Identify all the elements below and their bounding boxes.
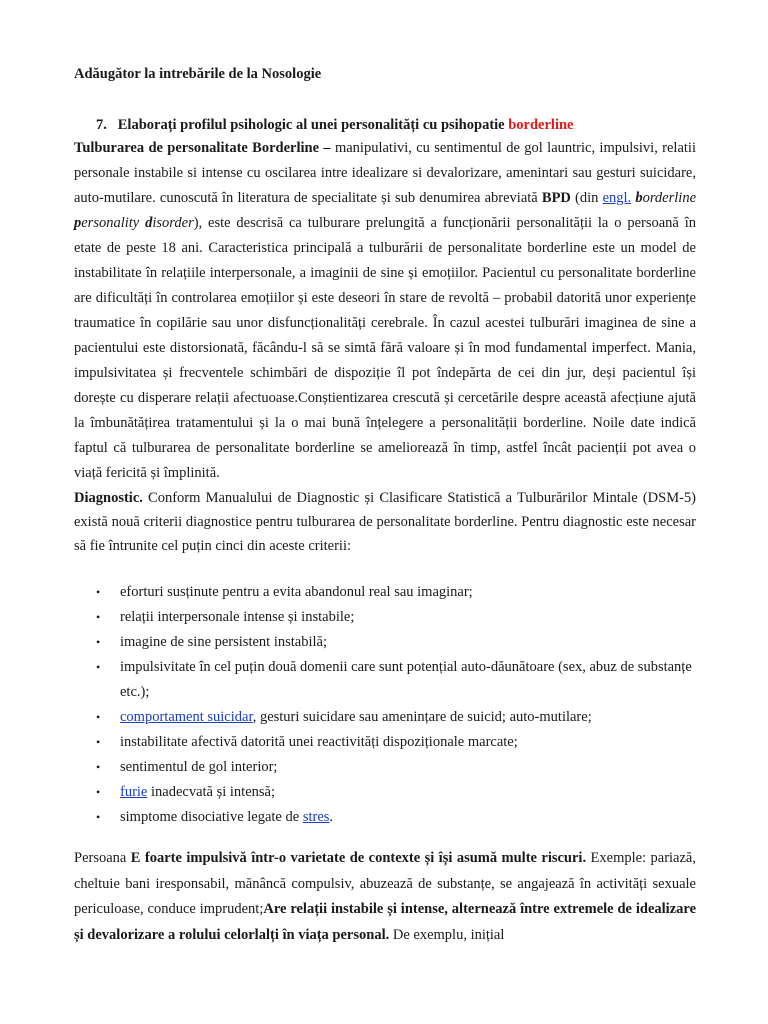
criterion-text: . (329, 809, 334, 825)
behavior-text-2: Exemple: pariază, cheltuie bani iresponsabil, mănâncă compulsiv, abuzează de substanțe, se angajează în activități sexuale periculoase, conduce imprudent; (74, 850, 696, 917)
intro-text-1: manipulativi, cu sentimentul de gol launtric, impulsivi, relatii personale instabile si intense cu oscilarea intre idealizare si devalorizare, amenintari sau gesturi suicidare, auto-mutilare. cunoscută în literatura de specialitate și sub denumirea abreviată (74, 140, 696, 206)
criterion-text: , gesturi suicidare sau amenințare de suicid; auto-mutilare; (252, 709, 592, 725)
question-7 (74, 114, 696, 136)
criteria-list (74, 580, 696, 830)
criterion-text: impulsivitate în cel puțin două domenii care sunt potențial auto-dăunătoare (sex, abuz de substanțe etc.); (120, 659, 692, 700)
list-item (74, 605, 696, 630)
criterion-text: imagine de sine persistent instabilă; (120, 634, 327, 650)
en-t3: isorder (152, 215, 194, 231)
stress-link[interactable]: stres (302, 809, 330, 825)
en-b3: d (145, 215, 153, 231)
criterion-text: relații interpersonale intense și instabile; (120, 609, 355, 625)
behavior-text-1: Persoana (74, 850, 131, 866)
bpd-abbr: BPD (541, 190, 571, 206)
diagnostic-label: Diagnostic. (74, 490, 143, 506)
en-t1: orderline (642, 190, 697, 206)
criterion-text: sentimentul de gol interior; (120, 759, 278, 775)
criterion-text: eforturi susținute pentru a evita abandonul real sau imaginar; (120, 584, 473, 600)
en-t2: ersonality (81, 215, 146, 231)
engl-link[interactable]: engl. (602, 190, 632, 206)
bullet-icon: • (96, 710, 101, 724)
intro-term: Tulburarea de personalitate Borderline – (74, 140, 331, 156)
question-highlight: borderline (508, 117, 574, 133)
list-item (74, 705, 696, 730)
intro-text-2: (din (570, 190, 603, 206)
list-item (74, 730, 696, 755)
document-heading: Adăugător la intrebările de la Nosologie (74, 66, 322, 82)
criterion-text-pre: simptome disociative legate de (120, 809, 303, 825)
diagnostic-paragraph (74, 486, 696, 558)
behavior-paragraph (74, 846, 696, 948)
bullet-icon: • (96, 785, 101, 799)
list-item (74, 580, 696, 605)
list-item (74, 805, 696, 830)
behavior-bold-2: Are relații instabile și intense, alternează între extremele de idealizare și devalorizare a rolului celorlalți în viața personal. (74, 901, 697, 943)
bullet-icon: • (96, 585, 101, 599)
bullet-icon: • (96, 660, 101, 674)
bullet-icon: • (96, 760, 101, 774)
bullet-icon: • (96, 635, 101, 649)
en-b2: p (74, 215, 82, 231)
list-item (74, 630, 696, 655)
bullet-icon: • (96, 810, 101, 824)
bullet-icon: • (96, 610, 101, 624)
list-item (74, 755, 696, 780)
behavior-text-3: De exemplu, inițial (389, 926, 505, 943)
question-number: 7. (96, 117, 107, 133)
list-item (74, 780, 696, 805)
criterion-text: instabilitate afectivă datorită unei reactivități dispoziționale marcate; (120, 734, 518, 750)
en-b1: b (635, 190, 643, 206)
intro-text-3: ), este descrisă ca tulburare prelungită a funcționării personalității la o persoană în etate de peste 18 ani. Caracteristica principală a tulburării de personalitate borderline este un model de instabilitate în relațiile interpersonale, a imaginii de sine și emoțiilor. Pacientul cu personalitate borderline are dificultăți în controlarea emoțiilor și este deseori în stare de revoltă – probabil datorită unor experiențe traumatice în copilărie sau unor disfuncționalități cerebrale. În cazul acestei tulburări imaginea de sine a pacientului este distorsionată, făcându-l să se simtă fără valoare și în mod fundamental imperfect. Mania, impulsivitatea și frecventele schimbări de dispoziție îl pot îndepărta de cei din jur, deși pacientul își dorește cu disperare relații afectuoase.Conștientizarea crescută și cercetările despre această afecțiune ajută la îmbunătățirea tratamentului și la o mai bună înțelegere a personalității borderline. Noile date indică faptul că tulburarea de personalitate borderline se ameliorează în timp, astfel încât pacienții pot avea o viață fericită și împlinită. (74, 215, 696, 481)
behavior-bold-1: E foarte impulsivă într-o varietate de contexte și își asumă multe riscuri. (130, 850, 587, 866)
list-item (74, 655, 696, 705)
bullet-icon: • (96, 735, 101, 749)
anger-link[interactable]: furie (120, 784, 148, 800)
question-text: Elaborați profilul psihologic al unei personalități cu psihopatie (117, 117, 509, 133)
diagnostic-text: Conform Manualului de Diagnostic și Clasificare Statistică a Tulburărilor Mintale (DSM-5) există nouă criterii diagnostice pentru tulburarea de personalitate borderline. Pentru diagnostic este necesar să fie întrunite cel puțin cinci din aceste criterii: (74, 490, 696, 554)
suicidal-behavior-link[interactable]: comportament suicidar (120, 709, 253, 725)
criterion-text: inadecvată și intensă; (147, 784, 276, 800)
intro-paragraph (74, 136, 696, 486)
